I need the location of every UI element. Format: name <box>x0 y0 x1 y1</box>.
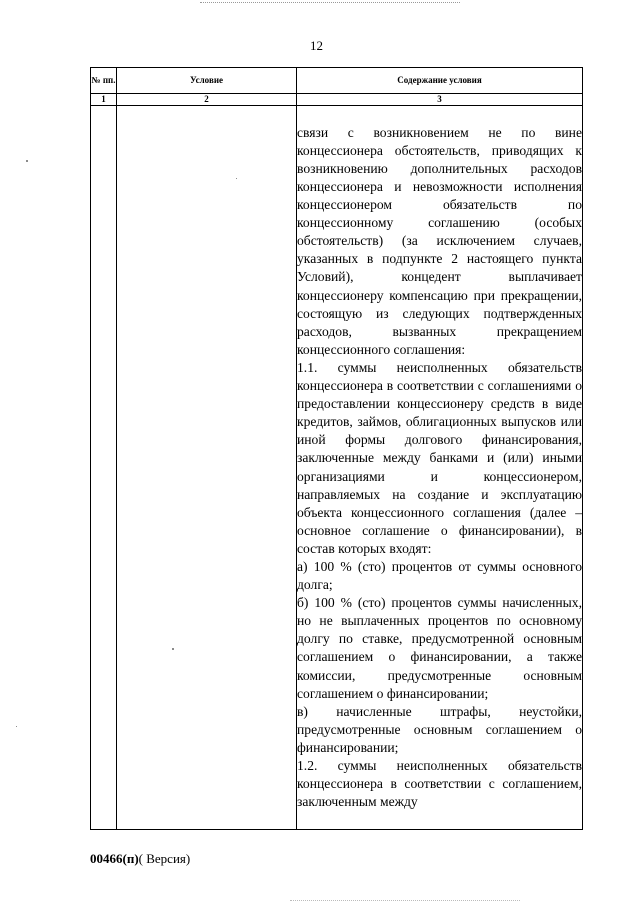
footer-version <box>90 851 190 867</box>
content-paragraph: 1.2. суммы неисполненных обязательств концессионера в соответствии с соглашением, заключенным между <box>297 758 582 810</box>
table-header-row <box>91 68 583 94</box>
scan-speck <box>26 160 28 162</box>
content-paragraph: б) 100 % (сто) процентов суммы начисленных, но не выплаченных процентов по основному долгу по ставке, предусмотренной основным соглашением о финансировании, а также комиссии, предусмотренные основным соглашением о финансировании; <box>297 595 582 701</box>
version-label: ( Версия) <box>138 851 191 866</box>
content-text <box>297 124 582 812</box>
scan-speck <box>172 648 174 650</box>
scan-speck <box>236 178 237 179</box>
column-number-1: 1 <box>91 94 117 106</box>
content-paragraph: в) начисленные штрафы, неустойки, предусмотренные основным соглашением о финансировании; <box>297 703 582 755</box>
content-paragraph: 1.1. суммы неисполненных обязательств концессионера в соответствии с соглашениями о предоставлении концессионеру средств в виде кредитов, займов, облигационных выпусков или иной формы долгового финансирования, заключенные между банками и (или) иными организациями и концессионером, направляемых на создание и эксплуатацию объекта концессионного соглашения (далее – основное соглашение о финансировании), в состав которых входят: <box>297 359 582 556</box>
column-numbers-row <box>91 94 583 106</box>
header-condition: Условие <box>117 68 297 94</box>
conditions-table <box>90 67 583 830</box>
scan-artifact-bottom <box>290 900 520 901</box>
content-paragraph: связи с возникновением не по вине концессионера обстоятельств, приводящих к возникновению дополнительных расходов концессионера и невозможности исполнения концессионером обязательств по концессионному соглашению (особых обстоятельств) (за исключением случаев, указанных в подпункте 2 настоящего пункта Условий), концедент выплачивает концессионеру компенсацию при прекращении, состоящую из следующих подтвержденных расходов, вызванных прекращением концессионного соглашения: <box>297 124 582 357</box>
row-content-cell <box>297 106 583 830</box>
column-number-3: 3 <box>297 94 583 106</box>
row-number-cell <box>91 106 117 830</box>
table-row <box>91 106 583 830</box>
scan-artifact-top <box>200 2 460 3</box>
scan-speck <box>16 726 17 727</box>
column-number-2: 2 <box>117 94 297 106</box>
header-number: № пп. <box>91 68 117 94</box>
row-condition-cell <box>117 106 297 830</box>
content-paragraph: а) 100 % (сто) процентов от суммы основного долга; <box>297 558 582 593</box>
header-content: Содержание условия <box>297 68 583 94</box>
document-code: 00466(п) <box>90 851 139 866</box>
page-number: 12 <box>310 38 323 53</box>
